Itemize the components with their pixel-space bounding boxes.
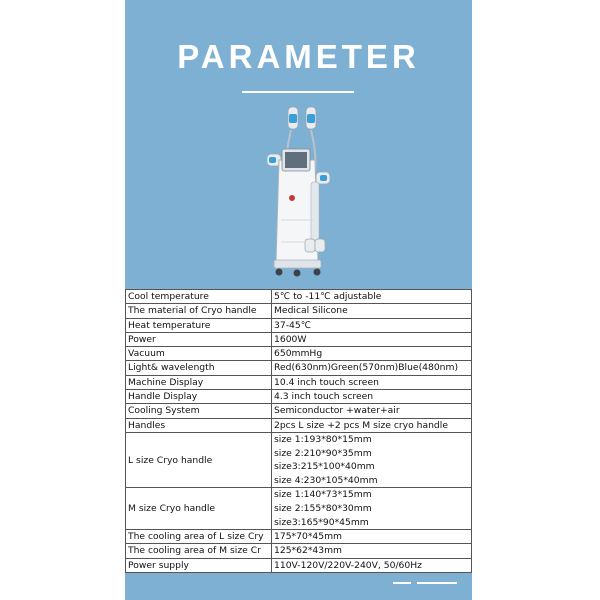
param-label: Power bbox=[126, 332, 272, 346]
param-value: 2pcs L size +2 pcs M size cryo handle bbox=[272, 418, 472, 432]
table-row bbox=[126, 375, 472, 389]
param-label: L size Cryo handle bbox=[126, 432, 272, 487]
param-label: Machine Display bbox=[126, 375, 272, 389]
carousel-indicator bbox=[393, 582, 457, 586]
table-row bbox=[126, 332, 472, 346]
param-value: size 1:193*80*15mm bbox=[274, 433, 372, 445]
table-row bbox=[126, 404, 472, 418]
table-row bbox=[126, 361, 472, 375]
param-label: The cooling area of M size Cr bbox=[126, 544, 272, 558]
table-row bbox=[126, 432, 472, 487]
title-underline bbox=[242, 91, 354, 93]
table-row bbox=[126, 488, 472, 530]
param-label: Handles bbox=[126, 418, 272, 432]
param-label: The material of Cryo handle bbox=[126, 304, 272, 318]
param-value: size 2:155*80*30mm bbox=[274, 502, 372, 514]
param-value: 5℃ to -11℃ adjustable bbox=[272, 290, 472, 304]
param-value: size 1:140*73*15mm bbox=[274, 489, 372, 501]
param-label: Handle Display bbox=[126, 390, 272, 404]
param-value: size3:165*90*45mm bbox=[274, 516, 369, 528]
table-row bbox=[126, 290, 472, 304]
param-label: The cooling area of L size Cry bbox=[126, 530, 272, 544]
param-value-list bbox=[272, 488, 472, 530]
param-value: 110V-120V/220V-240V, 50/60Hz bbox=[272, 558, 472, 572]
param-label: Cool temperature bbox=[126, 290, 272, 304]
carousel-dot bbox=[393, 582, 411, 584]
table-row bbox=[126, 558, 472, 572]
param-value: size 4:230*105*40mm bbox=[274, 474, 378, 486]
param-label: Light& wavelength bbox=[126, 361, 272, 375]
param-label: Cooling System bbox=[126, 404, 272, 418]
table-row bbox=[126, 347, 472, 361]
table-row bbox=[126, 544, 472, 558]
param-value: size3:215*100*40mm bbox=[274, 461, 375, 473]
param-value: 10.4 inch touch screen bbox=[272, 375, 472, 389]
param-label: Vacuum bbox=[126, 347, 272, 361]
table-row bbox=[126, 304, 472, 318]
parameter-table bbox=[125, 289, 472, 573]
param-value: 37-45℃ bbox=[272, 318, 472, 332]
param-value: 175*70*45mm bbox=[272, 530, 472, 544]
param-label: Power supply bbox=[126, 558, 272, 572]
param-value: 650mmHg bbox=[272, 347, 472, 361]
table-row bbox=[126, 530, 472, 544]
param-value: 4.3 inch touch screen bbox=[272, 390, 472, 404]
param-value: size 2:210*90*35mm bbox=[274, 447, 372, 459]
param-value: Medical Silicone bbox=[272, 304, 472, 318]
table-row bbox=[126, 418, 472, 432]
param-value: Semiconductor +water+air bbox=[272, 404, 472, 418]
product-image bbox=[265, 102, 335, 278]
carousel-dot bbox=[417, 582, 457, 584]
param-label: Heat temperature bbox=[126, 318, 272, 332]
param-value: Red(630nm)Green(570nm)Blue(480nm) bbox=[272, 361, 472, 375]
param-value: 125*62*43mm bbox=[272, 544, 472, 558]
param-value: 1600W bbox=[272, 332, 472, 346]
page-title: PARAMETER bbox=[177, 38, 420, 75]
table-row bbox=[126, 390, 472, 404]
table-row bbox=[126, 318, 472, 332]
param-value-list bbox=[272, 432, 472, 487]
param-label: M size Cryo handle bbox=[126, 488, 272, 530]
